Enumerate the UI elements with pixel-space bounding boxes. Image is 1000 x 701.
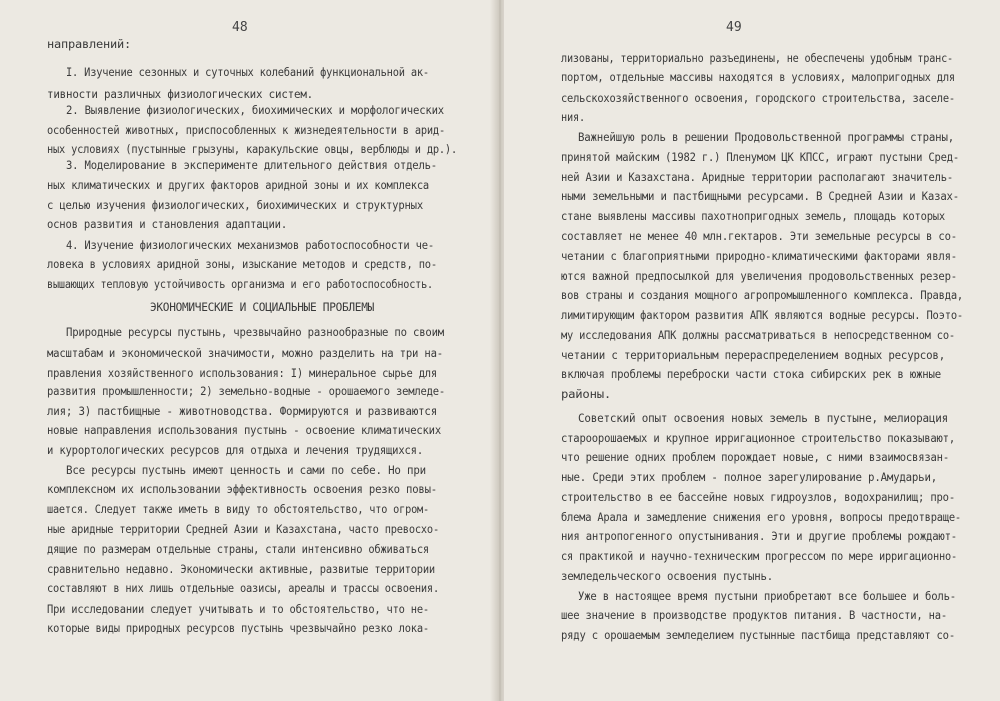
text-line: портом, отдельные массивы находятся в условиях, малопригодных для (561, 71, 955, 84)
text-line: принятой майским (1982 г.) Пленумом ЦК КПСС, играют пустыни Сред- (561, 151, 959, 164)
text-line: составляет не менее 40 млн.гектаров. Эти земельные ресурсы в со- (561, 230, 957, 243)
text-line: Важнейшую роль в решении Продовольственной программы страны, (578, 131, 954, 144)
text-line: ные аридные территории Средней Азии и Казахстана, часто превосхо- (47, 523, 439, 536)
text-line: четании с благоприятными природно-климатическими факторами явля- (561, 250, 957, 263)
text-line: ных условиях (пустынные грызуны, каракульские овцы, верблюды и др.). (47, 143, 457, 156)
left-page (0, 0, 496, 701)
text-line: новые направления использования пустынь - освоение климатических (47, 424, 441, 437)
text-line: I. Изучение сезонных и суточных колебаний функциональной ак- (66, 66, 429, 79)
section-heading: ЭКОНОМИЧЕСКИЕ И СОЦИАЛЬНЫЕ ПРОБЛЕМЫ (150, 301, 374, 314)
text-line: ния. (561, 111, 585, 124)
right-page (504, 0, 1000, 701)
text-line: Советский опыт освоения новых земель в пустыне, мелиорация (578, 412, 948, 425)
text-line: лимитирующим фактором развития АПК являются водные ресурсы. Поэто- (561, 309, 963, 322)
text-line: блема Арала и замедление снижения его уровня, вопросы предотвраще- (561, 511, 961, 524)
text-line: Уже в настоящее время пустыни приобретают все большее и боль- (578, 590, 956, 603)
text-line: сельскохозяйственного освоения, городского строительства, заселе- (561, 92, 955, 105)
text-line: комплексном их использовании эффективность освоения резко повы- (47, 483, 437, 496)
text-line: правления хозяйственного использования: I) минеральное сырье для (47, 367, 437, 380)
left-page-number: 48 (232, 20, 248, 35)
text-line: районы. (561, 388, 611, 401)
right-page-number: 49 (726, 20, 742, 35)
text-line: вов страны и создания мощного агропромышленного комплекса. Правда, (561, 289, 963, 302)
text-line: что решение одних проблем порождает новые, с ними взаимосвязан- (561, 451, 949, 464)
text-line: ные. Среди этих проблем - полное зарегулирование р.Амударьи, (561, 471, 937, 484)
text-line: строительство в ее бассейне новых гидроузлов, водохранилищ; про- (561, 491, 955, 504)
text-line: ных климатических и других факторов аридной зоны и их комплекса (47, 179, 429, 192)
text-line: 2. Выявление физиологических, биохимических и морфологических (66, 104, 444, 117)
text-line: составляют в них лишь отдельные оазисы, ареалы и трассы освоения. (47, 582, 439, 595)
text-line: шее значение в производстве продуктов питания. В частности, на- (561, 609, 947, 622)
text-line: ловека в условиях аридной зоны, изыскание методов и средств, по- (47, 258, 437, 271)
text-line: ся практикой и научно-техническим прогрессом по мере ирригационно- (561, 550, 957, 563)
text-line: с целью изучения физиологических, биохимических и структурных (47, 199, 423, 212)
text-line: При исследовании следует учитывать и то обстоятельство, что не- (47, 603, 429, 616)
text-line: ния антропогенного опустынивания. Эти и другие проблемы рождают- (561, 530, 957, 543)
text-line: тивности различных физиологических систем. (47, 88, 313, 101)
text-line: сравнительно недавно. Экономически активные, развитые территории (47, 563, 435, 576)
text-line: лия; 3) пастбищные - животноводства. Формируются и развиваются (47, 405, 437, 418)
text-line: ней Азии и Казахстана. Аридные территории располагают значитель- (561, 171, 953, 184)
text-line: Природные ресурсы пустынь, чрезвычайно разнообразные по своим (66, 326, 444, 339)
text-line: шается. Следует также иметь в виду то обстоятельство, что огром- (47, 503, 429, 516)
text-line: ются важной предпосылкой для увеличения продовольственных резер- (561, 270, 957, 283)
text-line: староорошаемых и крупное ирригационное строительство показывают, (561, 432, 955, 445)
text-line: особенностей животных, приспособленных к жизнедеятельности в арид- (47, 124, 445, 137)
text-line: включая проблемы переброски части стока сибирских рек в южные (561, 368, 941, 381)
text-line: ными земельными и пастбищными ресурсами. В Средней Азии и Казах- (561, 190, 959, 203)
text-line: лизованы, территориально разъединены, не обеспечены удобным транс- (561, 52, 953, 65)
text-line: дящие по размерам отдельные страны, стали интенсивно обживаться (47, 543, 429, 556)
text-line: масштабам и экономической значимости, можно разделить на три на- (47, 347, 443, 360)
text-line: четании с территориальным перераспределением водных ресурсов, (561, 349, 945, 362)
text-line: направлений: (47, 38, 131, 51)
text-line: 4. Изучение физиологических механизмов работоспособности че- (66, 239, 434, 252)
text-line: развития промышленности; 2) земельно-водные - орошаемого земледе- (47, 385, 445, 398)
text-line: земледельческого освоения пустынь. (561, 570, 773, 583)
text-line: основ развития и становления адаптации. (47, 218, 287, 231)
text-line: ряду с орошаемым земледелием пустынные пастбища представляют со- (561, 629, 955, 642)
text-line: которые виды природных ресурсов пустынь чрезвычайно резко лока- (47, 622, 429, 635)
text-line: 3. Моделирование в эксперименте длительного действия отдель- (66, 159, 437, 172)
text-line: му исследования АПК должны рассматриваться в непосредственном со- (561, 329, 955, 342)
text-line: вышающих тепловую устойчивость организма и его работоспособность. (47, 278, 433, 291)
text-line: стане выявлены массивы пахотнопригодных земель, площадь которых (561, 210, 945, 223)
text-line: и курортологических ресурсов для отдыха и лечения трудящихся. (47, 444, 423, 457)
text-line: Все ресурсы пустынь имеют ценность и сами по себе. Но при (66, 464, 426, 477)
